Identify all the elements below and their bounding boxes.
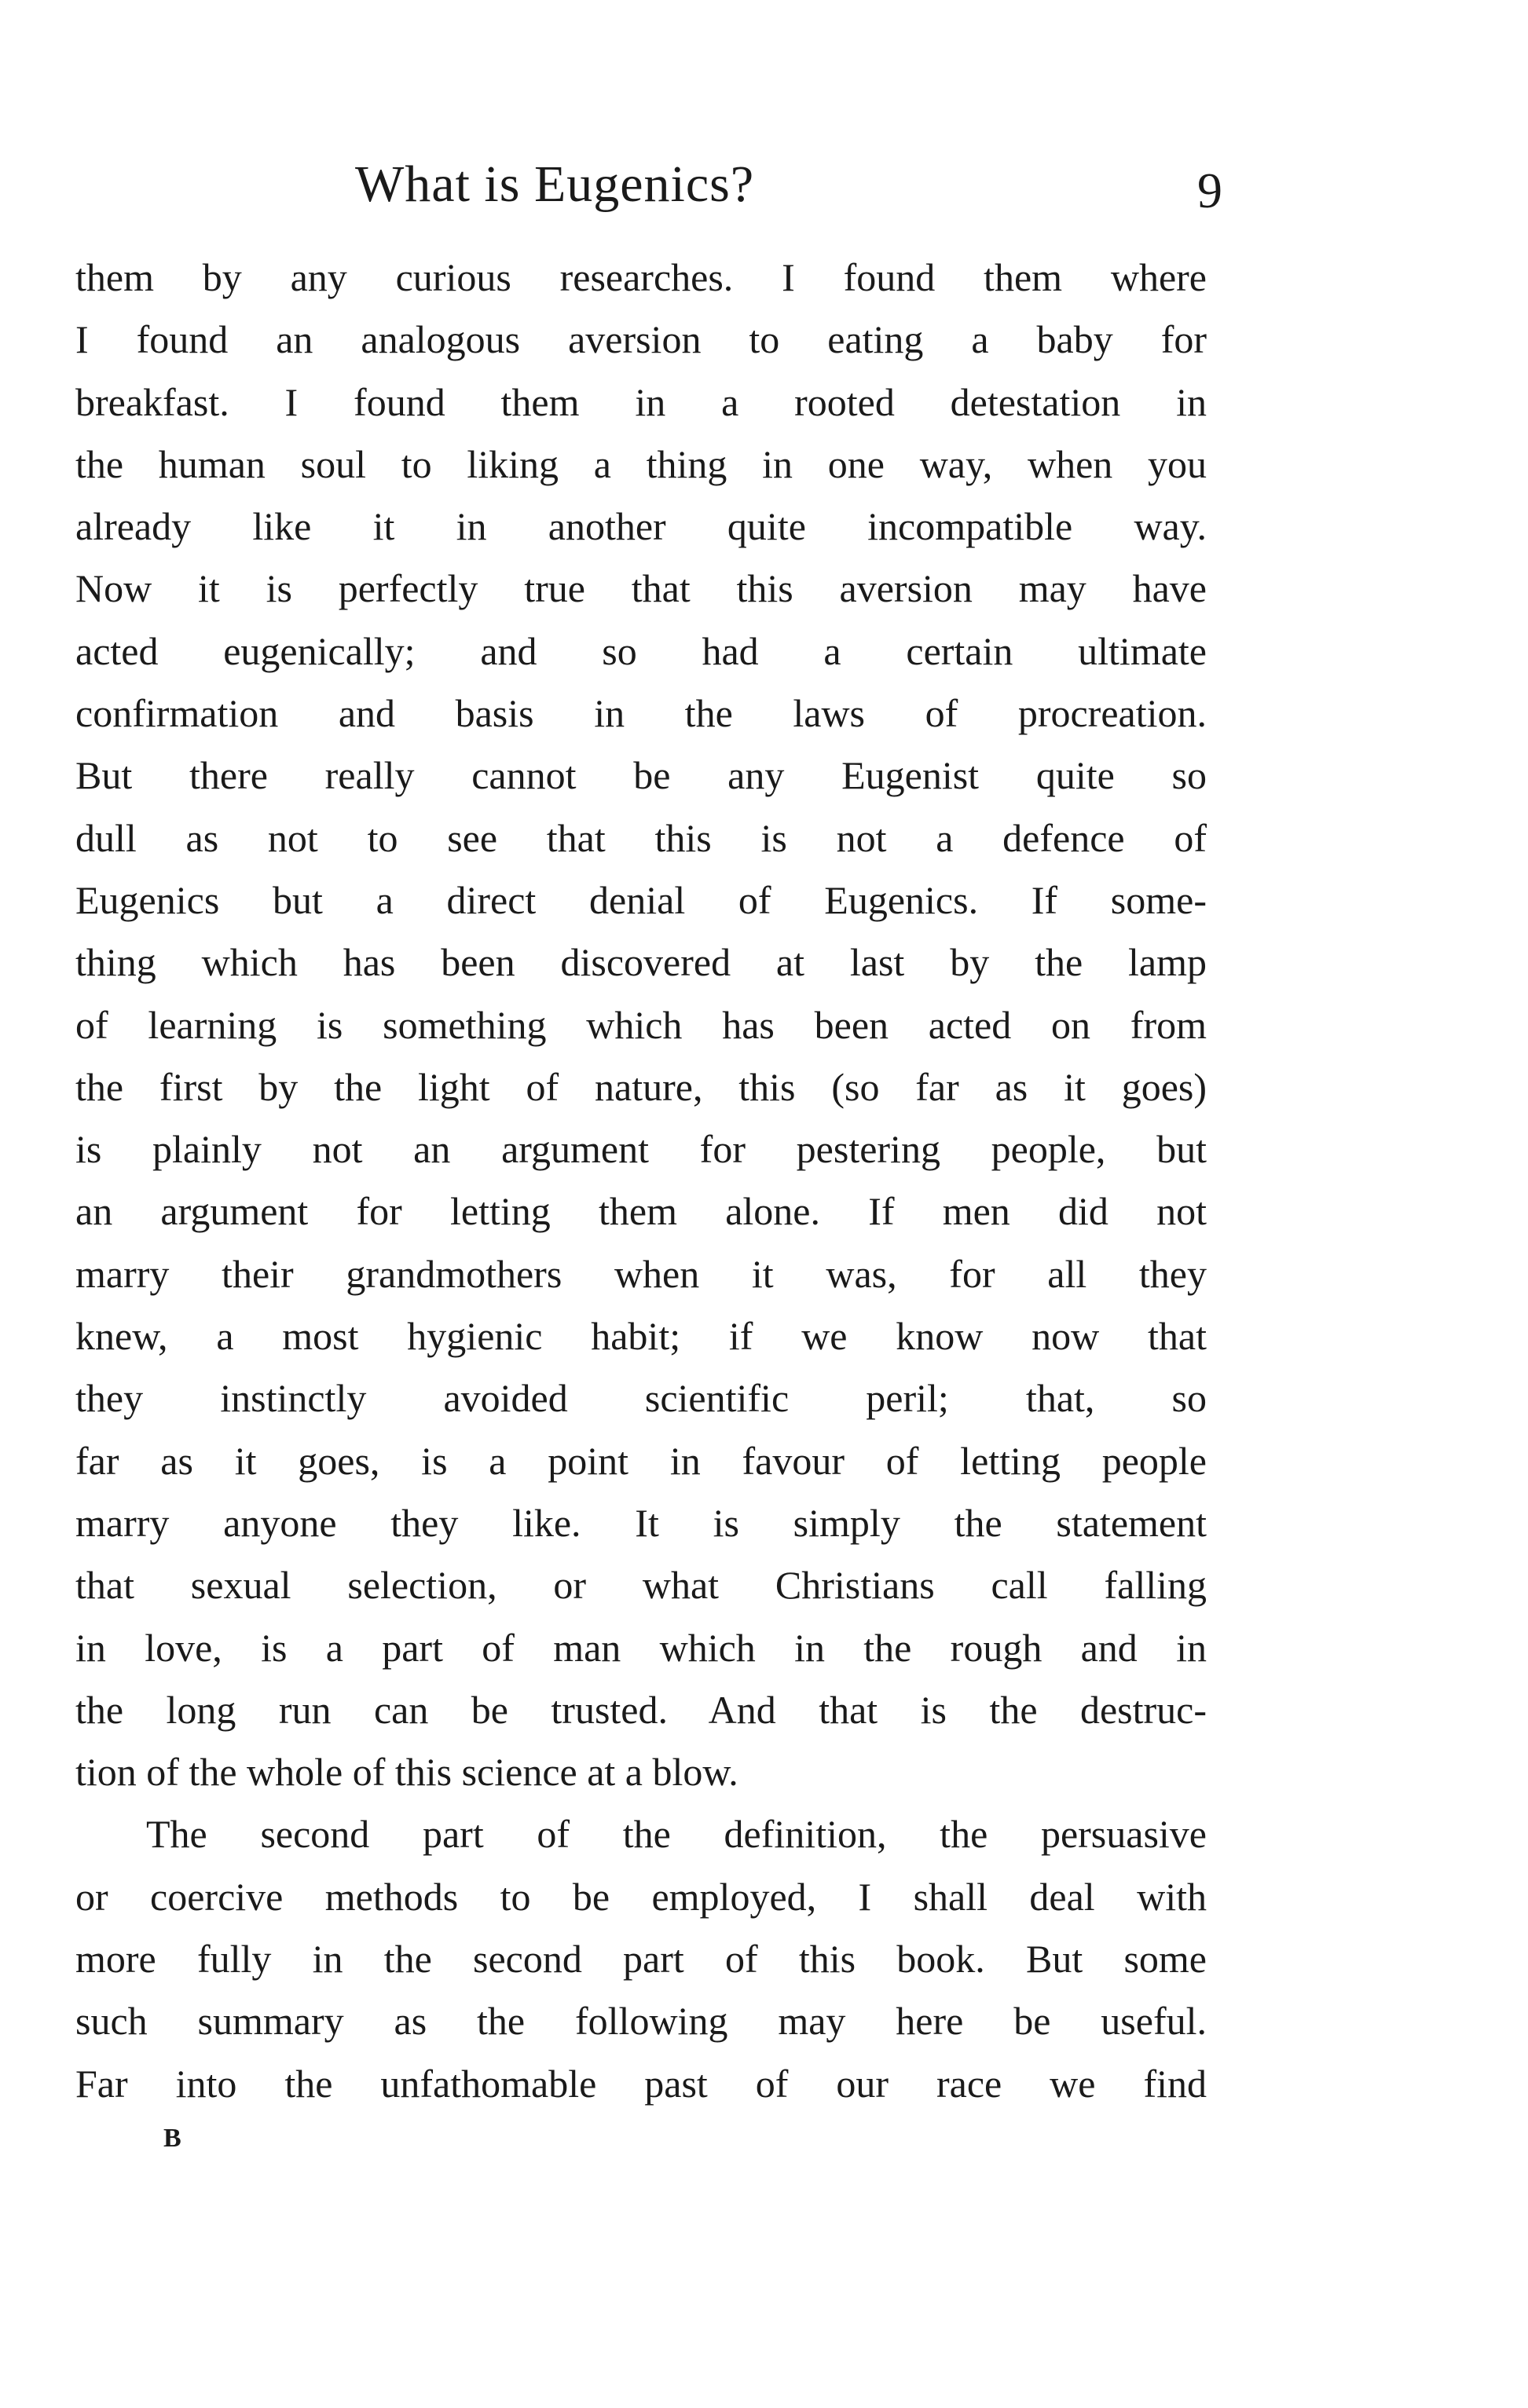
text-line: Now it is perfectly true that this aversion may have: [75, 566, 1207, 611]
paragraph-2: [75, 1803, 1207, 2114]
text-line: acted eugenically; and so had a certain ultimate: [75, 628, 1207, 673]
text-line: confirmation and basis in the laws of procreation.: [75, 691, 1207, 736]
text-line: an argument for letting them alone. If men did not: [75, 1189, 1207, 1234]
page-number: 9: [1197, 163, 1222, 218]
text-line: the first by the light of nature, this (so far as it goes): [75, 1064, 1207, 1109]
text-line: But there really cannot be any Eugenist quite so: [75, 753, 1207, 798]
text-line: dull as not to see that this is not a defence of: [75, 815, 1207, 860]
text-line: them by any curious researches. I found them where: [75, 255, 1207, 299]
signature-mark: B: [163, 2123, 182, 2153]
text-line: knew, a most hygienic habit; if we know now that: [75, 1314, 1207, 1359]
text-line: of learning is something which has been acted on from: [75, 1002, 1207, 1047]
text-line: marry anyone they like. It is simply the statement: [75, 1500, 1207, 1545]
text-line: Far into the unfathomable past of our race we find: [75, 2061, 1207, 2106]
running-head: [75, 149, 1222, 236]
running-title: What is Eugenics?: [355, 156, 755, 213]
book-page: [75, 149, 1222, 2162]
text-line: already like it in another quite incompatible way.: [75, 504, 1207, 549]
text-line: I found an analogous aversion to eating a baby for: [75, 317, 1207, 362]
text-line: more fully in the second part of this book. But some: [75, 1937, 1207, 1982]
text-line: marry their grandmothers when it was, for all they: [75, 1251, 1207, 1296]
text-line: Eugenics but a direct denial of Eugenics. If some-: [75, 877, 1207, 922]
text-line: the human soul to liking a thing in one way, when you: [75, 441, 1207, 486]
text-line: tion of the whole of this science at a blow.: [75, 1750, 738, 1795]
text-line: is plainly not an argument for pestering people, but: [75, 1127, 1207, 1172]
text-line: The second part of the definition, the persuasive: [146, 1812, 1207, 1857]
text-line: breakfast. I found them in a rooted detestation in: [75, 379, 1207, 424]
text-line: such summary as the following may here be useful.: [75, 1999, 1207, 2044]
paragraph-1: [75, 247, 1207, 1803]
text-line: or coercive methods to be employed, I shall deal with: [75, 1874, 1207, 1919]
text-line: thing which has been discovered at last by the lamp: [75, 940, 1207, 985]
text-line: far as it goes, is a point in favour of letting people: [75, 1438, 1207, 1483]
body-text: [75, 247, 1207, 2115]
text-line: in love, is a part of man which in the rough and in: [75, 1625, 1207, 1670]
text-line: they instinctly avoided scientific peril; that, so: [75, 1376, 1207, 1421]
text-line: the long run can be trusted. And that is the destruc-: [75, 1687, 1207, 1732]
text-line: that sexual selection, or what Christians call falling: [75, 1563, 1207, 1608]
